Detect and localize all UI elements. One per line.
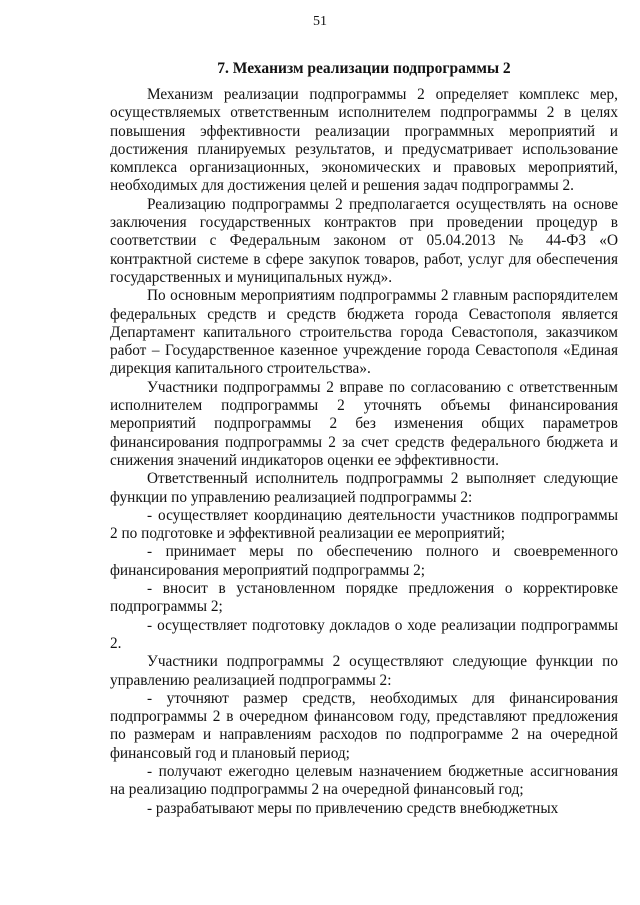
section-heading: 7. Механизм реализации подпрограммы 2: [217, 60, 511, 77]
paragraph-participants-functions: Участники подпрограммы 2 осуществляют следующие функции по управлению реализацией подпрограммы 2:: [110, 653, 618, 689]
list-item: - разрабатывают меры по привлечению средств внебюджетных: [147, 799, 559, 817]
list-item: - осуществляет подготовку докладов о ходе реализации подпрограммы 2.: [110, 616, 618, 652]
paragraph-main-distributor: По основным мероприятиям подпрограммы 2 главным распорядителем федеральных средств и средств бюджета города Севастополя является Департамент капитального строительства города Севастополя, заказчиком работ – Государственное казенное учреждение города Севастополя «Единая дирекция капитального строительства».: [110, 287, 618, 378]
page-number: 51: [313, 14, 327, 29]
list-item: - получают ежегодно целевым назначением бюджетные ассигнования на реализацию подпрограммы 2 на очередной финансовый год;: [110, 762, 618, 799]
paragraph-contracts: Реализацию подпрограммы 2 предполагается осуществлять на основе заключения государственных контрактов при проведении процедур в соответствии с Федеральным законом от 05.04.2013 № 44-ФЗ «О контрактной системе в сфере закупок товаров, работ, услуг для обеспечения государственных и муниципальных нужд».: [110, 195, 618, 286]
paragraph-executor-functions: Ответственный исполнитель подпрограммы 2 выполняет следующие функции по управлению реализацией подпрограммы 2:: [110, 470, 618, 506]
paragraph-mechanism: Механизм реализации подпрограммы 2 определяет комплекс мер, осуществляемых ответственным исполнителем подпрограммы 2 в целях повышения эффективности реализации программных мероприятий и достижения планируемых результатов, и предусматривает использование комплекса организационных, экономических и правовых мероприятий, необходимых для достижения целей и решения задач подпрограммы 2.: [110, 86, 618, 195]
document-body: [110, 86, 618, 818]
list-item: - уточняют размер средств, необходимых для финансирования подпрограммы 2 в очередном финансовом году, представляют предложения по размерам и направлениям расходов по подпрограмме 2 на очередной финансовый год и плановый период;: [110, 689, 618, 762]
list-item: - осуществляет координацию деятельности участников подпрограммы 2 по подготовке и эффективной реализации ее мероприятий;: [110, 506, 618, 543]
list-item: - принимает меры по обеспечению полного и своевременного финансирования мероприятий подпрограммы 2;: [110, 543, 618, 579]
list-item: - вносит в установленном порядке предложения о корректировке подпрограммы 2;: [110, 580, 618, 616]
paragraph-participants-rights: Участники подпрограммы 2 вправе по согласованию с ответственным исполнителем подпрограммы 2 уточнять объемы финансирования мероприятий подпрограммы 2 без изменения общих параметров финансирования подпрограммы 2 за счет средств федерального бюджета и снижения значений индикаторов оценки ее эффективности.: [110, 378, 618, 469]
